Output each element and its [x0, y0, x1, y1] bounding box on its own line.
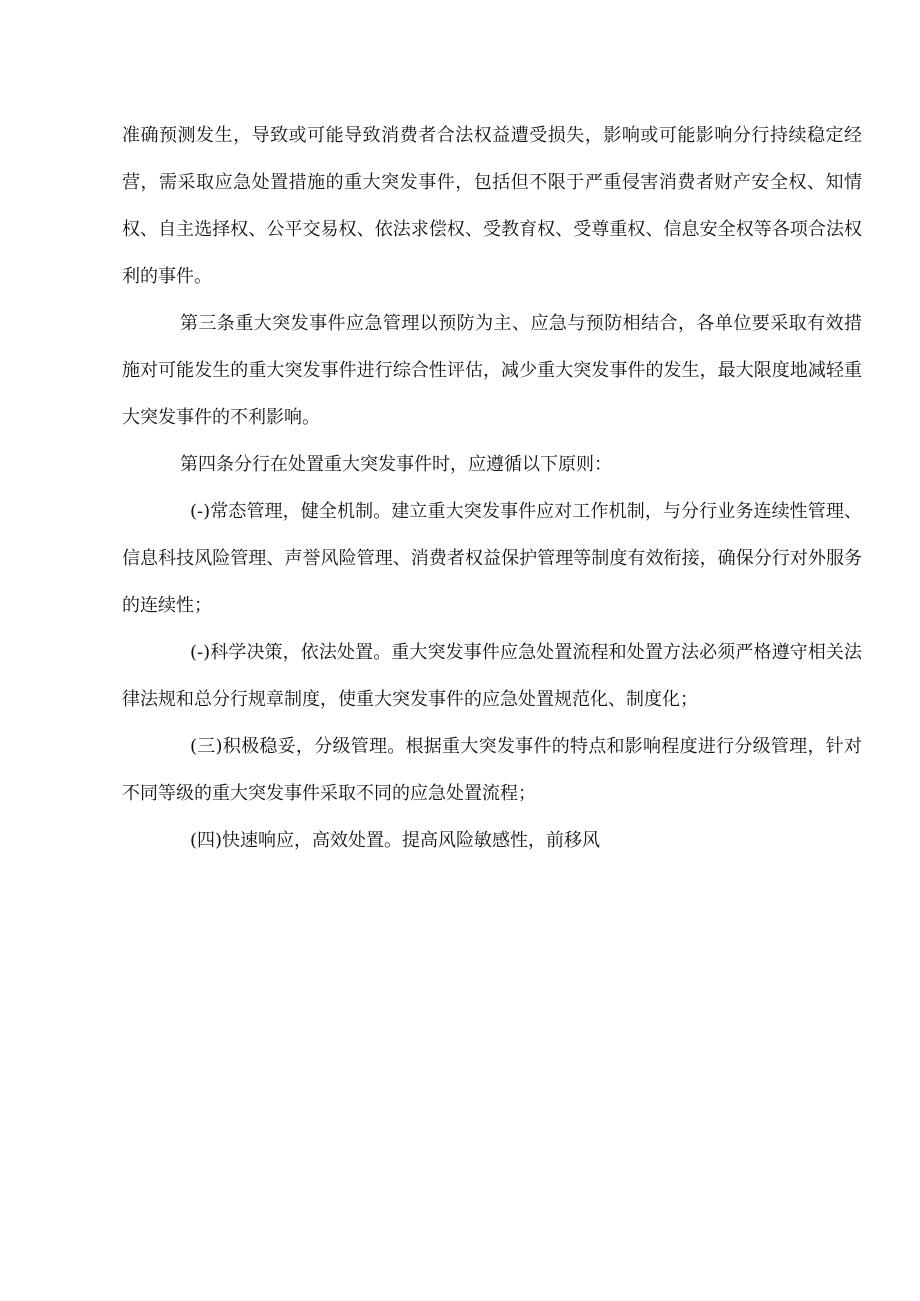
document-body [122, 112, 862, 864]
paragraph-continued: 准确预测发生，导致或可能导致消费者合法权益遭受损失，影响或可能影响分行持续稳定经营，需采取应急处置措施的重大突发事件，包括但不限于严重侵害消费者财产安全权、知情权、自主选择权、公平交易权、依法求偿权、受教育权、受尊重权、信息安全权等各项合法权利的事件。 [122, 125, 862, 287]
paragraph-article-3: 第三条重大突发事件应急管理以预防为主、应急与预防相结合，各单位要采取有效措施对可能发生的重大突发事件进行综合性评估，减少重大突发事件的发生，最大限度地减轻重大突发事件的不利影响。 [122, 313, 862, 428]
paragraph-principle-3: (三)积极稳妥，分级管理。根据重大突发事件的特点和影响程度进行分级管理，针对不同等级的重大突发事件采取不同的应急处置流程； [122, 736, 862, 804]
paragraph-article-4: 第四条分行在处置重大突发事件时，应遵循以下原则： [180, 454, 612, 475]
paragraph-principle-1: (-)常态管理，健全机制。建立重大突发事件应对工作机制，与分行业务连续性管理、信息科技风险管理、声誉风险管理、消费者权益保护管理等制度有效衔接，确保分行对外服务的连续性； [122, 501, 862, 616]
paragraph-principle-4: (四)快速响应，高效处置。提高风险敏感性，前移风 [190, 830, 601, 851]
paragraph-principle-2: (-)科学决策，依法处置。重大突发事件应急处置流程和处置方法必须严格遵守相关法律法规和总分行规章制度，使重大突发事件的应急处置规范化、制度化； [122, 642, 862, 710]
